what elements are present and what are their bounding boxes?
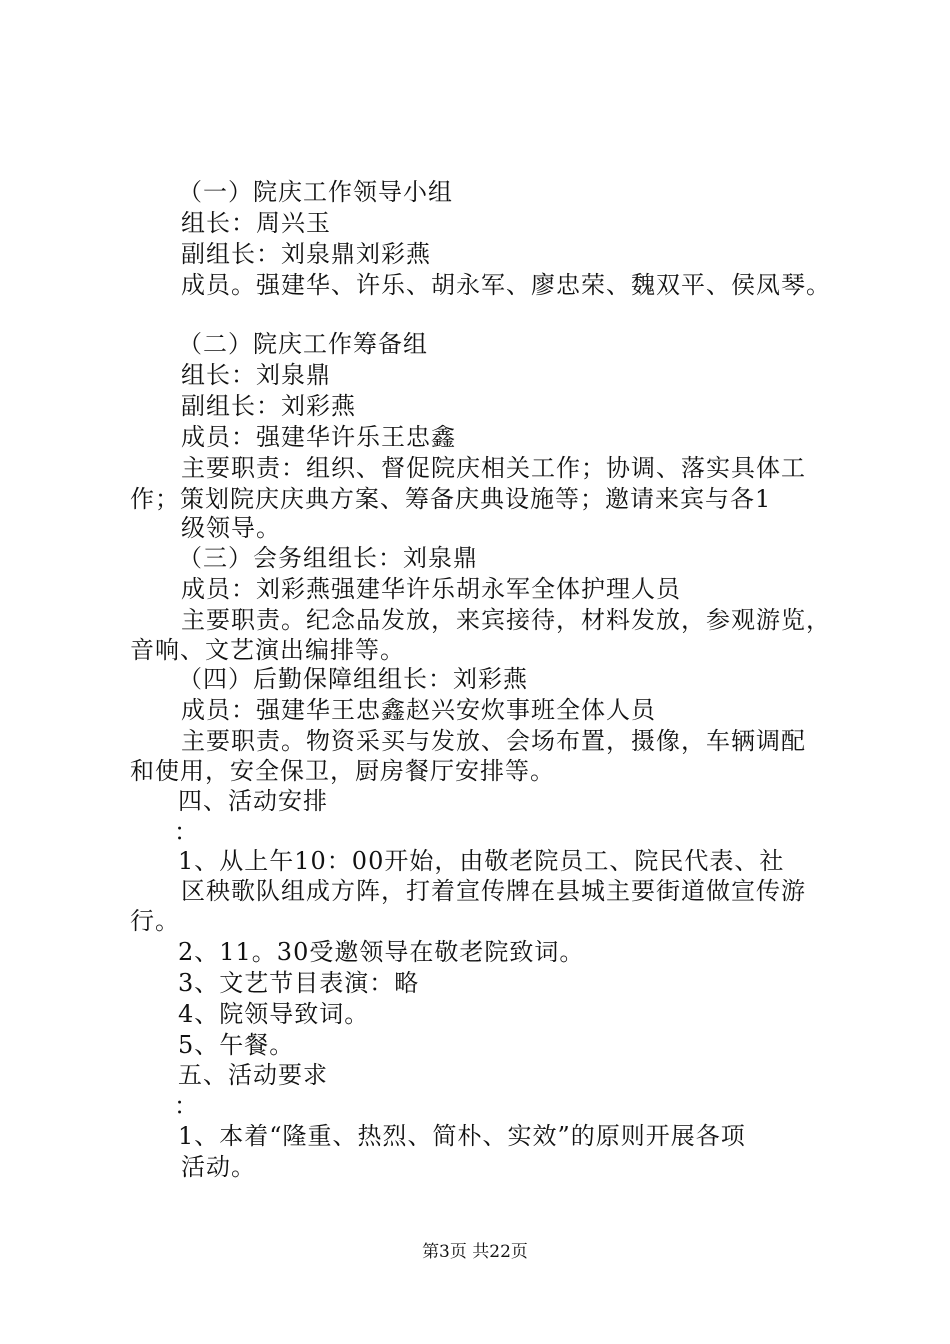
- requirements-colon: ：: [174, 1092, 199, 1120]
- section-3-heading: （三）会务组组长：刘泉鼎: [178, 544, 478, 572]
- section-1-members: 成员。强建华、许乐、胡永军、廖忠荣、魏双平、侯凤琴。: [181, 271, 831, 299]
- schedule-item-1-line-2: 区秧歌队组成方阵，打着宣传牌在县城主要街道做宣传游: [181, 877, 806, 905]
- section-4-duties-line-2: 和使用，安全保卫，厨房餐厅安排等。: [130, 757, 555, 785]
- section-3-members: 成员：刘彩燕强建华许乐胡永军全体护理人员: [181, 575, 681, 603]
- requirements-heading: 五、活动要求: [178, 1061, 328, 1089]
- schedule-item-2: 2、11。30受邀领导在敬老院致词。: [178, 938, 585, 966]
- section-1-deputy: 副组长：刘泉鼎刘彩燕: [181, 240, 431, 268]
- requirement-item-1-line-1: 1、本着“隆重、热烈、简朴、实效”的原则开展各项: [178, 1122, 746, 1150]
- section-3-duties-line-1: 主要职责。纪念品发放，来宾接待，材料发放，参观游览，: [181, 606, 831, 634]
- page-footer: 第3页 共22页: [422, 1242, 528, 1262]
- section-4-duties-line-1: 主要职责。物资采买与发放、会场布置，摄像，车辆调配: [181, 727, 806, 755]
- schedule-item-1-line-3: 行。: [130, 907, 180, 935]
- section-1-leader: 组长：周兴玉: [181, 209, 331, 237]
- section-2-duties-line-3: 级领导。: [181, 514, 281, 542]
- section-2-duties-line-2: 作；策划院庆庆典方案、筹备庆典设施等；邀请来宾与各1: [130, 485, 772, 513]
- schedule-item-5: 5、午餐。: [178, 1031, 295, 1059]
- section-2-members: 成员：强建华许乐王忠鑫: [181, 423, 456, 451]
- activity-schedule-colon: ：: [174, 818, 199, 846]
- section-1-heading: （一）院庆工作领导小组: [178, 178, 453, 206]
- section-4-heading: （四）后勤保障组组长：刘彩燕: [178, 665, 528, 693]
- section-2-leader: 组长：刘泉鼎: [181, 361, 331, 389]
- requirement-item-1-line-2: 活动。: [181, 1153, 256, 1181]
- section-2-heading: （二）院庆工作筹备组: [178, 330, 428, 358]
- section-2-deputy: 副组长：刘彩燕: [181, 392, 356, 420]
- section-2-duties-line-1: 主要职责：组织、督促院庆相关工作；协调、落实具体工: [181, 454, 806, 482]
- section-4-members: 成员：强建华王忠鑫赵兴安炊事班全体人员: [181, 696, 656, 724]
- schedule-item-1-line-1: 1、从上午10：00开始，由敬老院员工、院民代表、社: [178, 847, 785, 875]
- schedule-item-4: 4、院领导致词。: [178, 1000, 370, 1028]
- schedule-item-3: 3、文艺节目表演：略: [178, 969, 420, 997]
- activity-schedule-heading: 四、活动安排: [178, 787, 328, 815]
- section-3-duties-line-2: 音响、文艺演出编排等。: [130, 636, 405, 664]
